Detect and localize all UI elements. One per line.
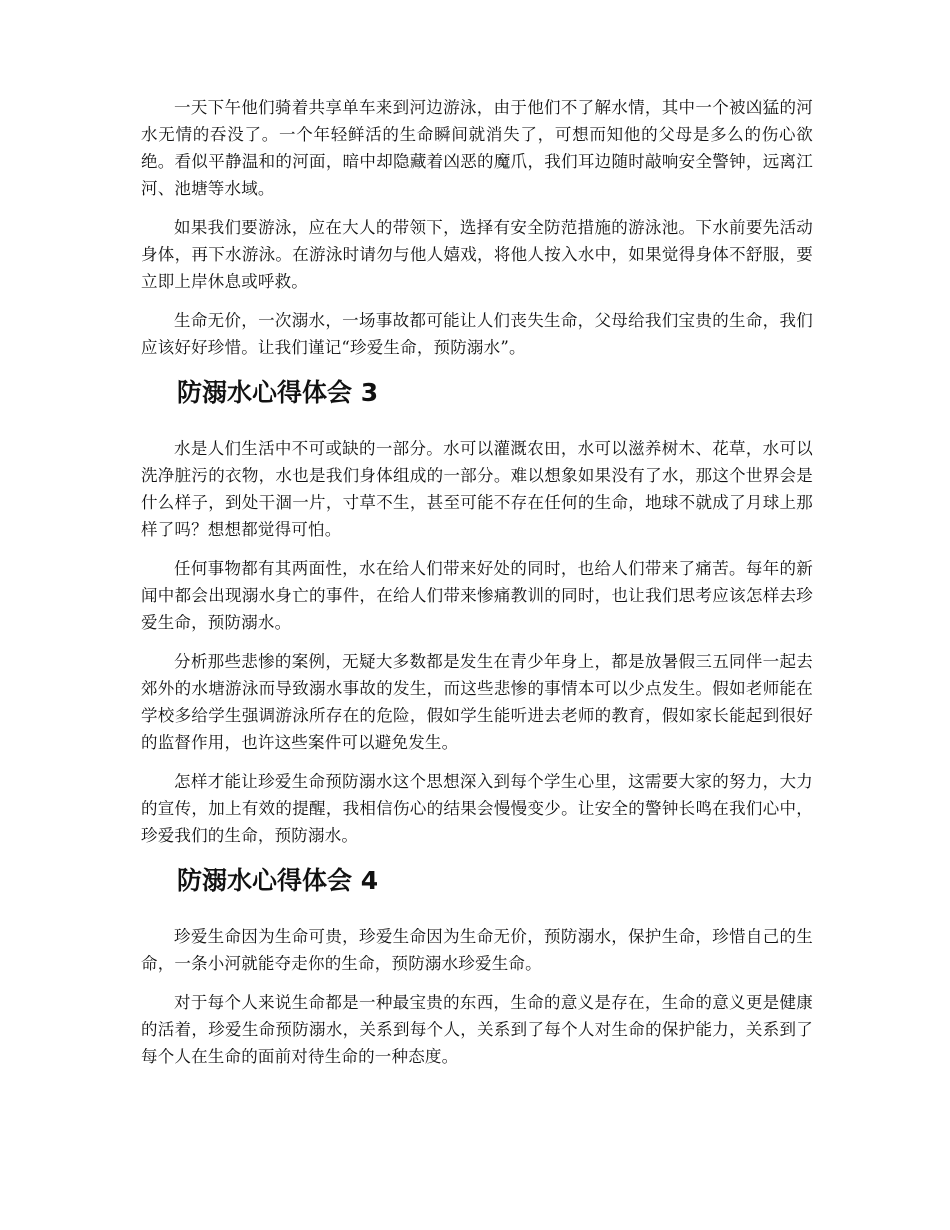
section-heading-4: 防溺水心得体会 4 bbox=[177, 866, 379, 895]
paragraph: 如果我们要游泳，应在大人的带领下，选择有安全防范措施的游泳池。下水前要先活动身体，再下水游泳。在游泳时请勿与他人嬉戏，将他人按入水中，如果觉得身体不舒服，要立即上岸休息或呼救。 bbox=[141, 218, 813, 291]
paragraph: 生命无价，一次溺水，一场事故都可能让人们丧失生命，父母给我们宝贵的生命，我们应该好好珍惜。让我们谨记“珍爱生命，预防溺水”。 bbox=[141, 311, 813, 357]
paragraph: 对于每个人来说生命都是一种最宝贵的东西，生命的意义是存在，生命的意义更是健康的活着，珍爱生命预防溺水，关系到每个人，关系到了每个人对生命的保护能力，关系到了每个人在生命的面前对待生命的一种态度。 bbox=[141, 993, 813, 1066]
paragraph: 水是人们生活中不可或缺的一部分。水可以灌溉农田，水可以滋养树木、花草，水可以洗净脏污的衣物，水也是我们身体组成的一部分。难以想象如果没有了水，那这个世界会是什么样子，到处干涸一片，寸草不生，甚至可能不存在任何的生命，地球不就成了月球上那样了吗？想想都觉得可怕。 bbox=[141, 439, 813, 539]
section-heading-3: 防溺水心得体会 3 bbox=[177, 378, 379, 407]
paragraph: 一天下午他们骑着共享单车来到河边游泳，由于他们不了解水情，其中一个被凶猛的河水无情的吞没了。一个年轻鲜活的生命瞬间就消失了，可想而知他的父母是多么的伤心欲绝。看似平静温和的河面，暗中却隐藏着凶恶的魔爪，我们耳边随时敲响安全警钟，远离江河、池塘等水域。 bbox=[141, 98, 813, 198]
paragraph: 怎样才能让珍爱生命预防溺水这个思想深入到每个学生心里，这需要大家的努力，大力的宣传，加上有效的提醒，我相信伤心的结果会慢慢变少。让安全的警钟长鸣在我们心中，珍爱我们的生命，预防溺水。 bbox=[141, 772, 813, 845]
paragraph: 任何事物都有其两面性，水在给人们带来好处的同时，也给人们带来了痛苦。每年的新闻中都会出现溺水身亡的事件，在给人们带来惨痛教训的同时，也让我们思考应该怎样去珍爱生命，预防溺水。 bbox=[141, 559, 813, 632]
document-body bbox=[141, 94, 813, 1082]
paragraph: 分析那些悲惨的案例，无疑大多数都是发生在青少年身上，都是放暑假三五同伴一起去郊外的水塘游泳而导致溺水事故的发生，而这些悲惨的事情本可以少点发生。假如老师能在学校多给学生强调游泳所存在的危险，假如学生能听进去老师的教育，假如家长能起到很好的监督作用，也许这些案件可以避免发生。 bbox=[141, 652, 813, 752]
paragraph: 珍爱生命因为生命可贵，珍爱生命因为生命无价，预防溺水，保护生命，珍惜自己的生命，一条小河就能夺走你的生命，预防溺水珍爱生命。 bbox=[141, 927, 813, 973]
